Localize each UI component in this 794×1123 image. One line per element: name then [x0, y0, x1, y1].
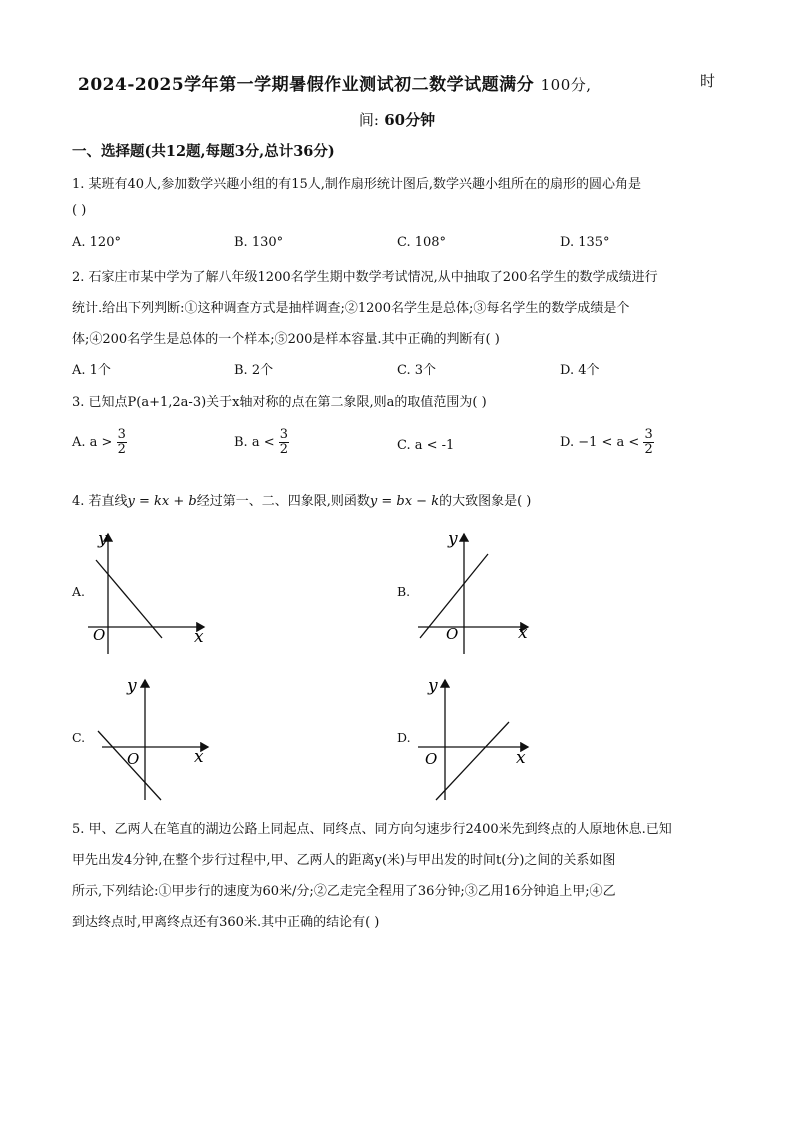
q4-equation-2: y = bx − k [369, 494, 440, 509]
q1-option-c: C. 108° [397, 235, 447, 250]
q4-graph-c-label: C. [72, 730, 86, 745]
origin-label: O [127, 750, 140, 768]
q1-option-b: B. 130° [234, 235, 284, 250]
x-axis-label: x [518, 623, 528, 643]
q3-option-b-text: B. a < [234, 435, 275, 450]
y-axis-label: y [127, 676, 137, 696]
q3-option-a [72, 428, 127, 457]
q4-graph-a [80, 528, 220, 668]
q1-option-d: D. 135° [560, 235, 610, 250]
q3-option-b-fraction [279, 428, 289, 457]
q3-option-d-fraction [643, 428, 653, 457]
fraction-numerator: 3 [279, 427, 289, 442]
q4-graph-d [412, 674, 542, 804]
page-title [78, 70, 728, 95]
q5-line1: 5. 甲、乙两人在笔直的湖边公路上同起点、同终点、同方向匀速步行2400米先到终点的人原地休息.已知 [72, 822, 672, 837]
section-heading: 一、选择题(共12题,每题3分,总计36分) [72, 143, 335, 160]
q3-option-d-text: D. −1 < a < [560, 435, 640, 450]
x-axis-label: x [194, 627, 204, 647]
graph-line [436, 722, 509, 800]
title-time-label: 时 [700, 72, 716, 90]
x-axis-label: x [516, 748, 526, 768]
y-axis-label: y [98, 529, 108, 549]
q2-option-b: B. 2个 [234, 363, 274, 378]
q3-line1: 3. 已知点P(a+1,2a-3)关于x轴对称的点在第二象限,则a的取值范围为( ) [72, 395, 487, 410]
q4-post: 的大致图象是( ) [439, 494, 532, 509]
q2-line2: 统计.给出下列判断:①这种调查方式是抽样调查;②1200名学生是总体;③每名学生的数学成绩是个 [72, 301, 630, 316]
q2-option-c: C. 3个 [397, 363, 437, 378]
q2-option-a: A. 1个 [72, 363, 111, 378]
graph-line [96, 560, 162, 638]
duration-value: 60分钟 [384, 111, 436, 129]
q3-option-b [234, 428, 289, 457]
title-main: 2024-2025学年第一学期暑假作业测试初二数学试题满分 [78, 75, 535, 95]
q2-line1: 2. 石家庄市某中学为了解八年级1200名学生期中数学考试情况,从中抽取了200名学生的数学成绩进行 [72, 270, 658, 285]
q4-graph-a-label: A. [72, 584, 86, 599]
q4-mid: 经过第一、二、四象限,则函数 [196, 494, 370, 509]
q4-graph-d-label: D. [397, 730, 411, 745]
q4-equation-1: y = kx + b [127, 494, 197, 509]
origin-label: O [93, 626, 106, 644]
q5-line2: 甲先出发4分钟,在整个步行过程中,甲、乙两人的距离y(米)与甲出发的时间t(分)之间的关系如图 [72, 853, 616, 868]
q1-line1: 1. 某班有40人,参加数学兴趣小组的有15人,制作扇形统计图后,数学兴趣小组所在的扇形的圆心角是 [72, 177, 642, 192]
q4-graph-c [92, 674, 222, 804]
q5-line3: 所示,下列结论:①甲步行的速度为60米/分;②乙走完全程用了36分钟;③乙用16分钟追上甲;④乙 [72, 884, 616, 899]
q4-line1 [72, 490, 531, 509]
q1-line2: ( ) [72, 203, 87, 218]
y-axis-label: y [428, 676, 438, 696]
fraction-numerator: 3 [117, 427, 126, 442]
q2-line3: 体;④200名学生是总体的一个样本;⑤200是样本容量.其中正确的判断有( ) [72, 332, 500, 347]
fraction-denominator: 2 [279, 442, 289, 457]
q3-option-a-fraction [117, 428, 127, 457]
duration-label: 间: [358, 111, 379, 129]
q4-graph-b [412, 528, 552, 668]
q4-pre: 4. 若直线 [72, 494, 128, 509]
q3-option-a-text: A. a > [72, 435, 113, 450]
origin-label: O [446, 625, 459, 643]
title-score: 100分, [540, 76, 592, 94]
origin-label: O [425, 750, 438, 768]
q4-graph-b-label: B. [397, 584, 411, 599]
x-axis-label: x [194, 747, 204, 767]
fraction-numerator: 3 [644, 427, 653, 442]
fraction-denominator: 2 [117, 442, 126, 457]
q3-option-c: C. a < -1 [397, 438, 455, 453]
q5-line4: 到达终点时,甲离终点还有360米.其中正确的结论有( ) [72, 915, 380, 930]
q2-option-d: D. 4个 [560, 363, 600, 378]
q1-option-a: A. 120° [72, 235, 121, 250]
q3-option-d [560, 428, 654, 457]
fraction-denominator: 2 [644, 442, 653, 457]
title-duration [0, 109, 794, 130]
y-axis-label: y [448, 529, 458, 549]
